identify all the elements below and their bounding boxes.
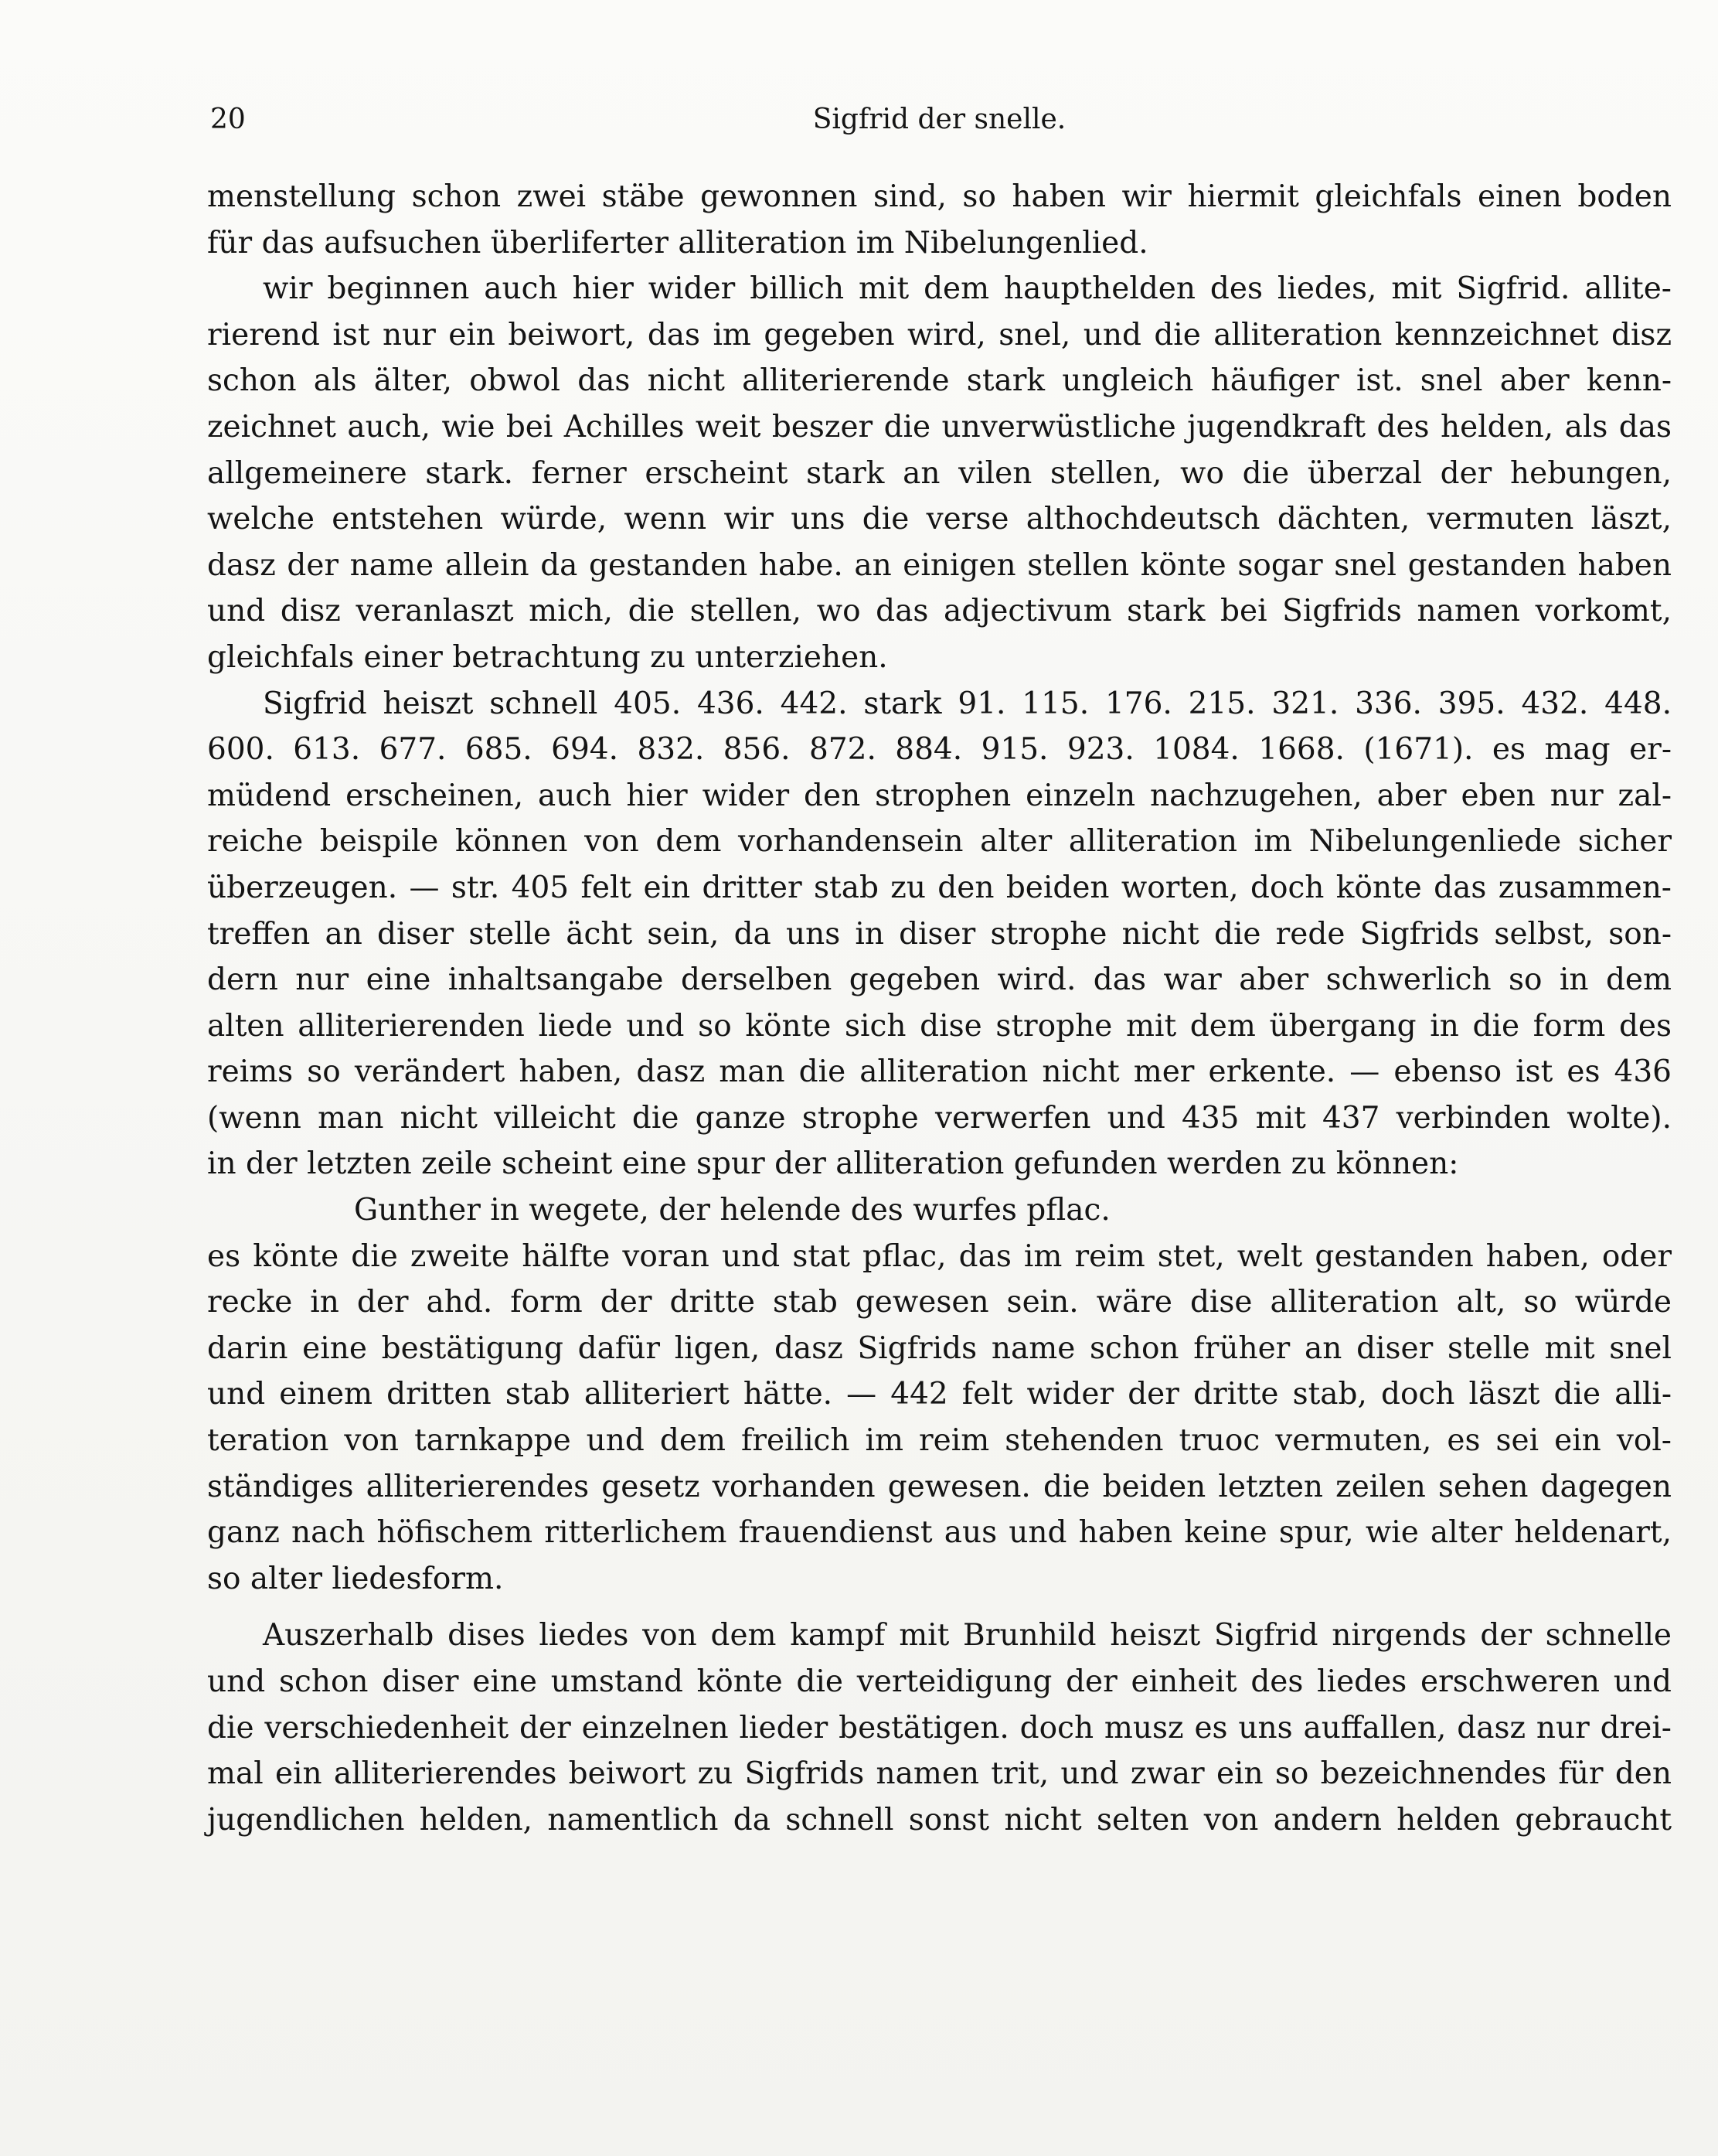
text-line: teration von tarnkappe und dem freilich im reim stehenden truoc vermuten, es sei ein vol- bbox=[207, 1423, 1672, 1459]
running-title: Sigfrid der snelle. bbox=[812, 104, 1067, 135]
text-line: recke in der ahd. form der dritte stab gewesen sein. wäre dise alliteration alt, so würde bbox=[207, 1285, 1672, 1320]
text-line: für das aufsuchen überliferter alliteration im Nibelungenlied. bbox=[207, 225, 1148, 261]
verse-quotation: Gunther in wegete, der helende des wurfes pflac. bbox=[354, 1193, 1111, 1228]
text-line: es könte die zweite hälfte voran und stat pflac, das im reim stet, welt gestanden haben, oder bbox=[207, 1238, 1672, 1274]
text-line: schon als älter, obwol das nicht alliterierende stark ungleich häufiger ist. snel aber kenn- bbox=[207, 363, 1672, 399]
body-text bbox=[207, 174, 1672, 1843]
text-line: in der letzten zeile scheint eine spur der alliteration gefunden werden zu können: bbox=[207, 1146, 1459, 1182]
text-line: dasz der name allein da gestanden habe. an einigen stellen könte sogar snel gestanden haben bbox=[207, 547, 1672, 583]
text-line: rierend ist nur ein beiwort, das im gegeben wird, snel, und die alliteration kennzeichnet disz bbox=[207, 317, 1672, 353]
text-line: 600. 613. 677. 685. 694. 832. 856. 872. 884. 915. 923. 1084. 1668. (1671). es mag er- bbox=[207, 732, 1672, 768]
text-line: müdend erscheinen, auch hier wider den strophen einzeln nachzugehen, aber eben nur zal- bbox=[207, 778, 1672, 813]
text-line: zeichnet auch, wie bei Achilles weit beszer die unverwüstliche jugendkraft des helden, als das bbox=[207, 409, 1672, 444]
text-line: alten alliterierenden liede und so könte sich dise strophe mit dem übergang in die form des bbox=[207, 1008, 1672, 1044]
text-line: ganz nach höfischem ritterlichem frauendienst aus und haben keine spur, wie alter heldenart, bbox=[207, 1515, 1672, 1551]
text-line: (wenn man nicht villeicht die ganze strophe verwerfen und 435 mit 437 verbinden wolte). bbox=[207, 1100, 1672, 1136]
text-line: treffen an diser stelle ächt sein, da uns in diser strophe nicht die rede Sigfrids selbst, son- bbox=[207, 916, 1672, 952]
text-line: menstellung schon zwei stäbe gewonnen sind, so haben wir hiermit gleichfals einen boden bbox=[207, 179, 1672, 214]
text-line: und einem dritten stab alliteriert hätte. — 442 felt wider der dritte stab, doch läszt die alli- bbox=[207, 1377, 1672, 1412]
paragraph-gap bbox=[207, 1602, 1672, 1613]
text-line: wir beginnen auch hier wider billich mit dem haupthelden des liedes, mit Sigfrid. allite- bbox=[263, 271, 1672, 307]
text-line: welche entstehen würde, wenn wir uns die verse althochdeutsch dächten, vermuten läszt, bbox=[207, 502, 1672, 537]
text-line: mal ein alliterierendes beiwort zu Sigfrids namen trit, und zwar ein so bezeichnendes für den bbox=[207, 1756, 1672, 1792]
text-line: ständiges alliterierendes gesetz vorhanden gewesen. die beiden letzten zeilen sehen dagegen bbox=[207, 1469, 1672, 1504]
text-line: überzeugen. — str. 405 felt ein dritter stab zu den beiden worten, doch könte das zusammen- bbox=[207, 870, 1672, 905]
text-line: die verschiedenheit der einzelnen lieder bestätigen. doch musz es uns auffallen, dasz nur drei- bbox=[207, 1710, 1672, 1746]
text-line: so alter liedesform. bbox=[207, 1561, 504, 1596]
text-line: reiche beispile können von dem vorhandensein alter alliteration im Nibelungenliede sicher bbox=[207, 824, 1672, 860]
text-line: gleichfals einer betrachtung zu unterziehen. bbox=[207, 639, 888, 675]
text-line: darin eine bestätigung dafür ligen, dasz Sigfrids name schon früher an diser stelle mit snel bbox=[207, 1330, 1672, 1366]
page-header bbox=[207, 99, 1672, 145]
text-line: dern nur eine inhaltsangabe derselben gegeben wird. das war aber schwerlich so in dem bbox=[207, 962, 1672, 998]
text-line: und disz veranlaszt mich, die stellen, wo das adjectivum stark bei Sigfrids namen vorkomt, bbox=[207, 594, 1672, 629]
text-line: allgemeinere stark. ferner erscheint stark an vilen stellen, wo die überzal der hebungen, bbox=[207, 455, 1672, 491]
text-line: Sigfrid heiszt schnell 405. 436. 442. stark 91. 115. 176. 215. 321. 336. 395. 432. 448. bbox=[263, 686, 1672, 721]
text-line: jugendlichen helden, namentlich da schnell sonst nicht selten von andern helden gebraucht bbox=[207, 1802, 1672, 1838]
text-line: und schon diser eine umstand könte die verteidigung der einheit des liedes erschweren und bbox=[207, 1664, 1672, 1699]
text-line: Auszerhalb dises liedes von dem kampf mit Brunhild heiszt Sigfrid nirgends der schnelle bbox=[263, 1618, 1672, 1654]
page-number: 20 bbox=[210, 104, 246, 135]
text-line: reims so verändert haben, dasz man die alliteration nicht mer erkente. — ebenso ist es 436 bbox=[207, 1054, 1672, 1090]
